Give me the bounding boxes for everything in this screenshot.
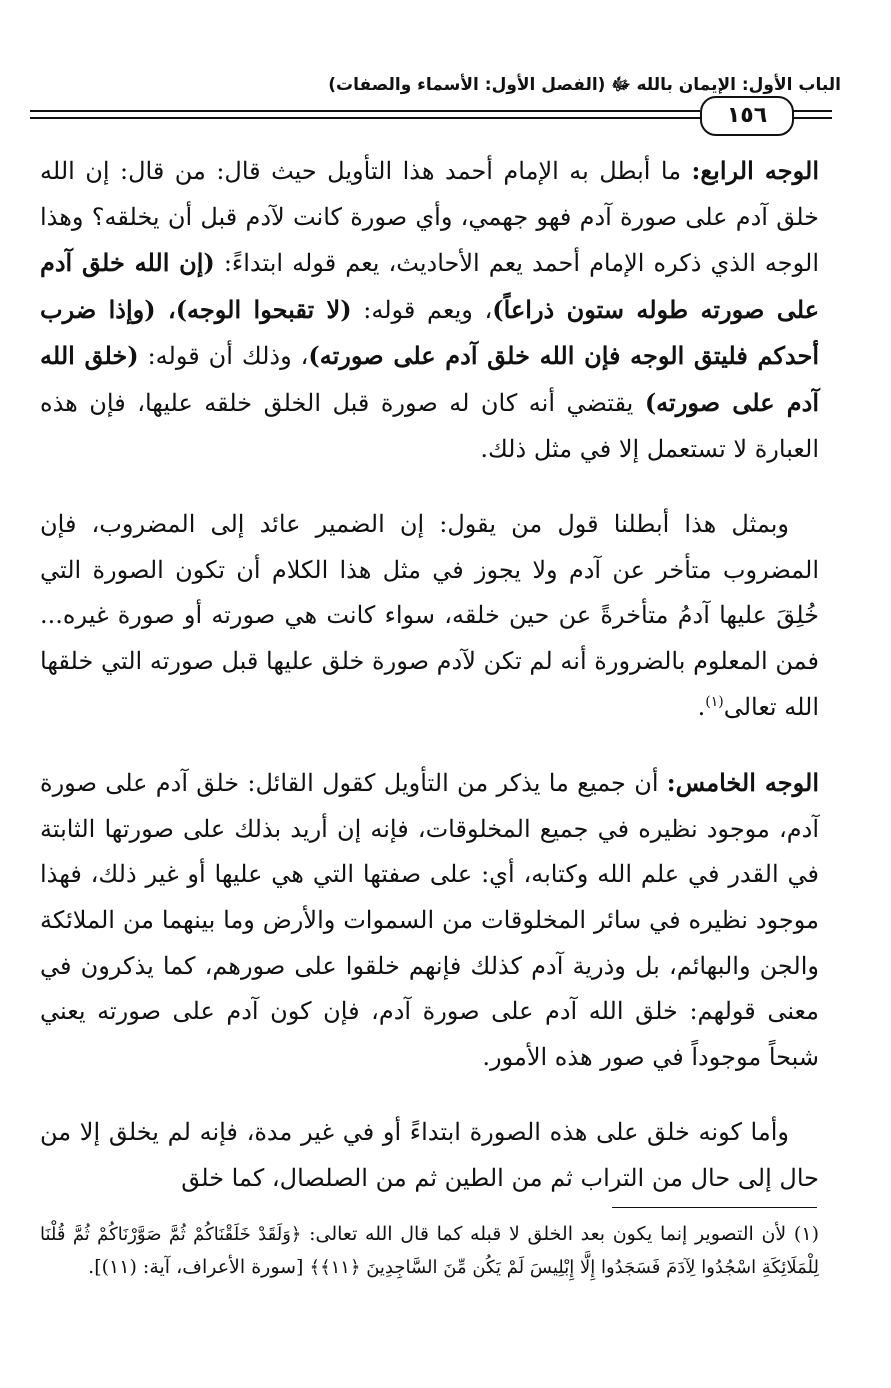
main-text	[40, 148, 819, 1201]
hadith-quote: (خلق الله آدم على صورته)	[40, 341, 819, 417]
hadith-quote: (إن الله خلق آدم على صورته طوله ستون ذراعاً)	[40, 248, 820, 324]
header-rule-top	[30, 110, 700, 112]
quran-verse: ﴿وَلَقَدْ خَلَقْنَاكُمْ ثُمَّ صَوَّرْنَاكُمْ ثُمَّ قُلْنَا لِلْمَلَائِكَةِ اسْجُدُوا لِآدَمَ فَسَجَدُوا إِلَّا إِبْلِيسَ لَمْ يَكُن مِّنَ السَّاجِدِينَ ﴿١١﴾﴾	[40, 1224, 819, 1278]
header-rule-right-top	[790, 110, 832, 112]
running-header: الباب الأول: الإيمان بالله ﷻ (الفصل الأول: الأسماء والصفات)	[328, 75, 841, 95]
text-span: وبمثل هذا أبطلنا قول من يقول: إن الضمير عائد إلى المضروب، فإن المضروب متأخر عن آدم ولا يجوز في مثل هذا الكلام أن تكون الصورة التي خُلِقَ عليها آدمُ متأخرةً عن حين خلقه، سواء كانت هي صورته أو صورة غيره... فمن المعلوم بالضرورة أنه لم تكن لآدم صورة خلق عليها قبل صورته التي خلقها الله تعالى	[40, 510, 819, 721]
page-number: ١٥٦	[700, 96, 794, 136]
hadith-quote: (لا تقبحوا الوجه)، (وإذا ضرب أحدكم فليتق الوجه فإن الله خلق آدم على صورته)	[40, 294, 819, 371]
heading-fifth-aspect: الوجه الخامس:	[666, 768, 819, 798]
text-span: يقتضي أنه كان له صورة قبل الخلق خلقه عليها، فإن هذه العبارة لا تستعمل إلا في مثل ذلك.	[40, 388, 819, 463]
paragraph-fifth-aspect	[40, 760, 819, 1080]
text-span: .	[697, 692, 706, 721]
footnote	[40, 1218, 819, 1284]
header-rule-right-bottom	[790, 117, 832, 119]
footnote-marker[interactable]: (١)	[705, 693, 724, 710]
heading-fourth-aspect: الوجه الرابع:	[691, 156, 819, 185]
text-span: ، وذلك أن قوله:	[138, 342, 309, 371]
paragraph-fourth-aspect	[40, 148, 819, 472]
footnote-divider	[612, 1207, 817, 1208]
text-span: أن جميع ما يذكر من التأويل كقول القائل: خلق آدم على صورة آدم، موجود نظيره في جميع المخلوقات، فإنه إن أريد بذلك على صورتها الثابتة في القدر في علم الله وكتابه، أي: على صفتها التي هي عليها أو غير ذلك، فهذا موجود نظيره في سائر المخلوقات من السموات والأرض وما بينهما من الملائكة والجن والبهائم، بل وذرية آدم كذلك فإنهم خلقوا على صورهم، كما يذكرون في معنى قولهم: خلق الله آدم على صورة آدم، فإن كون آدم على صورته يعني شبحاً موجوداً في صور هذه الأمور.	[40, 769, 819, 1071]
footnote-text: لأن التصوير إنما يكون بعد الخلق لا قبله كما قال الله تعالى:	[301, 1223, 794, 1245]
verse-citation: [سورة الأعراف، آية: (١١)].	[88, 1256, 310, 1278]
text-span: ، ويعم قوله:	[351, 295, 493, 324]
paragraph-creation	[40, 1110, 819, 1201]
footnote-1	[40, 1218, 819, 1284]
header-rule-bottom	[30, 117, 700, 119]
footnote-number: (١)	[793, 1223, 819, 1245]
text-span: وأما كونه خلق على هذه الصورة ابتداءً أو في غير مدة، فإنه لم يخلق إلا من حال إلى حال من التراب ثم من الطين ثم من الصلصال، كما خلق	[40, 1118, 819, 1192]
text-span: ما أبطل به الإمام أحمد هذا التأويل حيث قال: من قال: إن الله خلق آدم على صورة آدم فهو جهمي، وأي صورة كانت لآدم قبل أن يخلقه؟ وهذا الوجه الذي ذكره الإمام أحمد يعم الأحاديث، يعم قوله ابتداءً:	[40, 157, 819, 278]
paragraph-refutation	[40, 502, 819, 730]
